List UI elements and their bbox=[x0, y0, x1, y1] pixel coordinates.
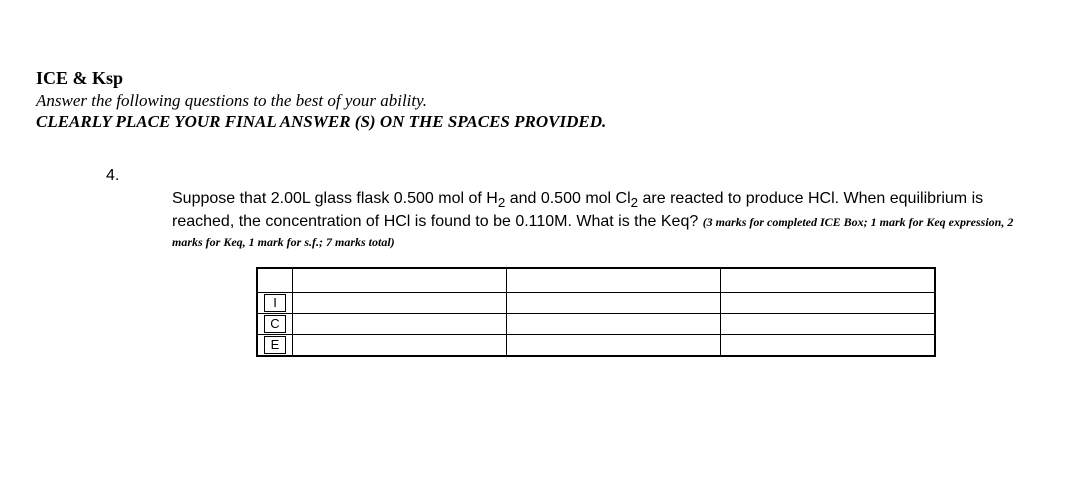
ice-header-row bbox=[257, 268, 935, 293]
marks-breakdown: (3 marks for completed ICE Box; 1 mark for Keq expression, 2 marks for Keq, 1 mark for s.f.; 7 marks total) bbox=[172, 215, 1014, 250]
ice-corner-cell bbox=[257, 268, 293, 293]
ice-cell[interactable] bbox=[293, 314, 507, 335]
ice-cell[interactable] bbox=[721, 314, 936, 335]
ice-header-cell[interactable] bbox=[721, 268, 936, 293]
worksheet-header bbox=[36, 67, 606, 132]
h2-subscript: 2 bbox=[497, 195, 506, 211]
question-text-part: and 0.500 mol Cl bbox=[505, 190, 631, 207]
instructions-text: Answer the following questions to the best of your ability. bbox=[36, 91, 427, 110]
ice-cell[interactable] bbox=[507, 314, 721, 335]
cl2-subscript: 2 bbox=[630, 195, 639, 211]
ice-row-label bbox=[257, 314, 293, 335]
ice-header-cell[interactable] bbox=[293, 268, 507, 293]
ice-cell[interactable] bbox=[721, 335, 936, 357]
final-answer-instruction: CLEARLY PLACE YOUR FINAL ANSWER (S) ON THE SPACES PROVIDED. bbox=[36, 112, 607, 131]
ice-cell[interactable] bbox=[507, 293, 721, 314]
ice-cell[interactable] bbox=[293, 335, 507, 357]
ice-row-equilibrium bbox=[257, 335, 935, 357]
ice-row-label-equilibrium: E bbox=[264, 336, 286, 354]
ice-header-cell[interactable] bbox=[507, 268, 721, 293]
question-text-part: Suppose that 2.00L glass flask 0.500 mol of H bbox=[172, 190, 498, 207]
question-number: 4. bbox=[106, 167, 120, 184]
ice-row-label-change: C bbox=[264, 315, 286, 333]
ice-cell[interactable] bbox=[507, 335, 721, 357]
page-title: ICE & Ksp bbox=[36, 68, 124, 88]
ice-table bbox=[256, 267, 936, 357]
ice-row-label bbox=[257, 335, 293, 357]
ice-cell[interactable] bbox=[293, 293, 507, 314]
question-text-part: are reacted to produce HCl. When equilibrium is reached, the concentration of HCl is found to be 0.110M. What is the Keq? bbox=[172, 190, 984, 231]
ice-row-label-initial: I bbox=[264, 294, 286, 312]
question-text bbox=[172, 189, 1022, 252]
ice-cell[interactable] bbox=[721, 293, 936, 314]
ice-row-initial bbox=[257, 293, 935, 314]
ice-row-label bbox=[257, 293, 293, 314]
ice-row-change bbox=[257, 314, 935, 335]
